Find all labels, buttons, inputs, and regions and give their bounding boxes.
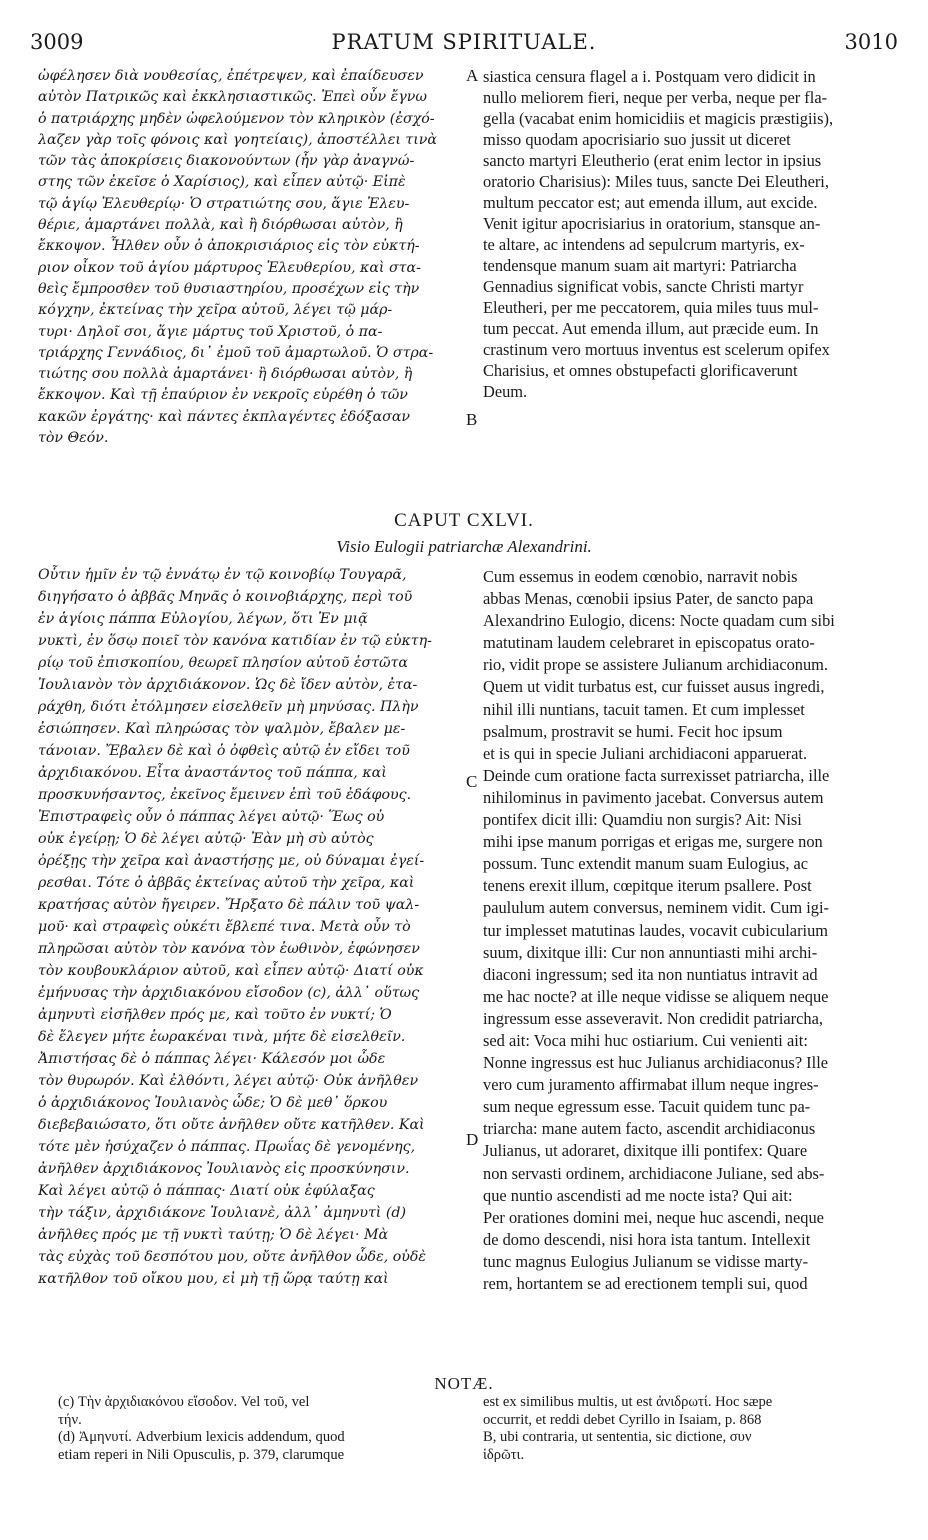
latin-text-line: ingressum esse asseveravit. Non credidit patriarcha, <box>483 1008 823 1028</box>
latin-text-line: nullo meliorem fieri, neque per verba, neque per fla- <box>483 88 828 107</box>
latin-text-line: rio, vidit prope se assistere Julianum archidiaconum. <box>483 655 829 675</box>
latin-text-line: oratorio Charisius): Miles tuus, sancte Dei Eleutheri, <box>483 172 829 191</box>
latin-text-line: mihi ipse manum porrigas et erigas me, surgere non <box>483 832 823 852</box>
greek-text-line: τριάρχης Γεννάδιος, δι᾽ ἐμοῦ τοῦ ἁμαρτωλοῦ. Ὁ στρα- <box>38 344 434 361</box>
latin-text-line: tenens erexit illum, cœpitque iterum psallere. Post <box>483 876 812 896</box>
latin-text-line: nihil illi nuntians, tacuit tamen. Et cum implesset <box>483 699 805 719</box>
greek-text-line: τῷ ἁγίῳ Ἐλευθερίῳ· Ὁ στρατιώτης σου, ἅγιε Ἐλευ- <box>38 195 410 212</box>
greek-text-line: δὲ ἔλεγεν μήτε ἑωρακέναι τινὰ, μήτε δὲ εἰσελθεῖν. <box>38 1029 406 1045</box>
greek-text-line: τότε μὲν ἡσύχαζεν ὁ πάππας. Πρωΐας δὲ γενομένης, <box>38 1139 416 1155</box>
latin-text-line: tum peccat. Aut emenda illum, aut præcide eum. In <box>483 319 819 338</box>
greek-text-line: ρεσθαι. Τότε ὁ ἀββᾶς ἐκτείνας αὐτοῦ τὴν χεῖρα, καὶ <box>38 875 415 891</box>
latin-text-line: multum peccator est; aut emenda illum, aut excide. <box>483 193 818 212</box>
greek-column-lower <box>38 564 468 1290</box>
greek-text-line: διεβεβαιώσατο, ὅτι οὔτε ἀνῆλθεν οὔτε κατῆλθεν. Καὶ <box>38 1117 425 1133</box>
greek-text-line: κατῆλθον τοῦ οἴκου μου, εἰ μὴ τῇ ὥρᾳ ταύτῃ καὶ <box>38 1271 389 1287</box>
greek-text-line: αὐτὸν Πατρικῶς καὶ ἐκκλησιαστικῶς. Ἐπεὶ οὖν ἔγνω <box>38 89 427 106</box>
note-line: occurrit, et reddi debet Cyrillo in Isaiam, p. 868 <box>483 1411 762 1428</box>
greek-text-line: οὐκ ἐγείρῃ; Ὁ δὲ λέγει αὐτῷ· Ἐὰν μὴ σὺ αὐτὸς <box>38 831 374 847</box>
greek-text-line: πληρῶσαι αὐτὸν τὸν κανόνα τὸν ἑωθινὸν, ἐφώνησεν <box>38 941 420 957</box>
greek-text-line: ἔκκοψον. Ἦλθεν οὖν ὁ ἀποκρισιάριος εἰς τὸν εὐκτή- <box>38 238 420 255</box>
greek-text-line: τὸν θυρωρόν. Καὶ ἐλθόντι, λέγει αὐτῷ· Οὐκ ἀνῆλθεν <box>38 1073 419 1089</box>
latin-text-line: tendensque manum suam ait martyri: Patriarcha <box>483 256 797 275</box>
notes-right-column <box>483 1394 898 1464</box>
latin-text-line: tunc magnus Eulogius Julianum se vidisse marty- <box>483 1251 809 1271</box>
notes-left-column <box>58 1394 463 1464</box>
greek-text-line: Ἰουλιανὸν τὸν ἀρχιδιάκονον. Ὡς δὲ ἴδεν αὐτὸν, ἐτα- <box>38 677 418 693</box>
latin-text-line: et is qui in specie Juliani archidiaconi apparuerat. <box>483 743 808 763</box>
greek-text-line: τὸν Θεόν. <box>38 430 109 447</box>
greek-text-line: κόγχην, ἐκτείνας τὴν χεῖρα αὐτοῦ, λέγει τῷ μάρ- <box>38 302 393 319</box>
latin-text-line: non servasti ordinem, archidiacone Juliane, sed abs- <box>483 1163 825 1183</box>
greek-text-line: τιώτης σου πολλὰ ἁμαρτάνει· ἢ διόρθωσαι αὐτὸν, ἢ <box>38 366 413 383</box>
greek-text-line: κακῶν ἐργάτης· καὶ πάντες ἐκπλαγέντες ἐδόξασαν <box>38 408 411 425</box>
greek-text-line: ριον οἶκον τοῦ ἁγίου μάρτυρος Ἐλευθερίου, καὶ στα- <box>38 259 421 276</box>
note-line: τήν. <box>58 1411 82 1428</box>
latin-text-line: tur implesset matutinas laudes, vocavit cubicularium <box>483 920 829 940</box>
greek-text-line: ἐν ἁγίοις πάππα Εὐλογίου, λέγων, ὅτι Ἐν μιᾷ <box>38 611 368 627</box>
greek-text-line: ἀμηνυτὶ εἰσῆλθεν πρός με, καὶ τοῦτο ἐν νυκτί; Ὁ <box>38 1007 392 1023</box>
page-number-right: 3010 <box>844 30 898 54</box>
greek-text-line: μοῦ· καὶ στραφεὶς οὐκέτι ἔβλεπέ τινα. Μετὰ οὖν τὸ <box>38 919 411 935</box>
latin-text-line: Eleutheri, per me peccatorem, quia miles tuus mul- <box>483 298 819 317</box>
greek-text-line: θέριε, ἁμαρτάνει πολλὰ, καὶ ἢ διόρθωσαι αὐτὸν, ἢ <box>38 217 403 234</box>
latin-column-lower <box>483 566 898 1295</box>
chapter-title: CAPUT CXLVI. <box>394 510 534 531</box>
greek-text-line: ὁ πατριάρχης μηδὲν ὠφελούμενον τὸν κληρικὸν (ἐσχό- <box>38 110 435 127</box>
latin-text-line: siastica censura flagel a i. Postquam vero didicit in <box>483 67 816 86</box>
latin-text-line: sum neque egressum esse. Tacuit quidem tunc pa- <box>483 1097 811 1117</box>
greek-text-line: λαζεν γὰρ τοῖς φόνοις καὶ γοητείαις), ἀποστέλλει τινὰ <box>38 131 438 148</box>
greek-text-line: Ἐπιστραφεὶς οὖν ὁ πάππας λέγει αὐτῷ· Ἕως οὐ <box>38 809 385 825</box>
greek-text-line: διηγήσατο ὁ ἀββᾶς Μηνᾶς ὁ κοινοβιάρχης, περὶ τοῦ <box>38 589 413 605</box>
page-number-left: 3009 <box>30 30 84 54</box>
greek-text-line: ὀρέξῃς τὴν χεῖρα καὶ ἀναστήσῃς με, οὐ δύναμαι ἐγεί- <box>38 853 425 869</box>
latin-text-line: Charisius, et omnes obstupefacti glorificaverunt <box>483 361 798 380</box>
latin-text-line: abbas Menas, cœnobii ipsius Pater, de sancto papa <box>483 589 814 609</box>
note-line: (d) Ἀμηνυτί. Adverbium lexicis addendum, quod <box>58 1429 345 1446</box>
note-line: B, ubi contraria, ut sententia, sic dictione, συν <box>483 1429 752 1446</box>
greek-text-line: τυρι· Δηλοῖ σοι, ἅγιε μάρτυς τοῦ Χριστοῦ, ὁ πα- <box>38 323 383 340</box>
note-line: (c) Τὴν ἀρχιδιακόνου εἴσοδον. Vel τοῦ, vel <box>58 1394 310 1410</box>
latin-text-line: paululum autem conversus, neminem vidit. Cum igi- <box>483 898 829 918</box>
latin-text-line: suum, dixitque illi: Cur non annuntiasti mihi archi- <box>483 942 818 962</box>
latin-text-line: crastinum vero mortuus inventus est scelerum opifex <box>483 340 830 359</box>
greek-text-line: κρατήσας αὐτὸν ἤγειρεν. Ἤρξατο δὲ πάλιν τοῦ ψαλ- <box>38 897 420 913</box>
greek-text-line: Οὗτιν ἡμῖν ἐν τῷ ἐννάτῳ ἐν τῷ κοινοβίῳ Τουγαρᾶ, <box>38 567 407 583</box>
latin-text-line: pontifex dicit illi: Quamdiu non surgis? Ait: Nisi <box>483 810 802 830</box>
greek-text-line: ράχθη, διότι ἐτόλμησεν εἰσελθεῖν μὴ μηνύσας. Πλὴν <box>38 699 419 715</box>
latin-text-line: te altare, ac intendens ad sepulcrum martyris, ex- <box>483 235 805 254</box>
chapter-subtitle: Visio Eulogii patriarchæ Alexandrini. <box>336 537 592 556</box>
greek-text-line: ἀρχιδιακόνου. Εἶτα ἀναστάντος τοῦ πάππα, καὶ <box>38 765 387 781</box>
latin-text-line: Deinde cum oratione facta surrexisset patriarcha, ille <box>483 765 830 785</box>
margin-marker-c: C <box>466 772 478 791</box>
greek-text-line: προσκυνήσαντος, ἐκεῖνος ἔμεινεν ἐπὶ τοῦ ἐδάφους. <box>38 787 412 803</box>
latin-text-line: Julianus, ut adoraret, dixitque illi pontifex: Quare <box>483 1141 808 1161</box>
latin-text-line: gella (vacabat enim homicidiis et magicis præstigiis), <box>483 109 834 128</box>
latin-text-line: matutinam laudem celebraret in episcopatus orato- <box>483 633 815 653</box>
margin-marker-b: B <box>466 410 478 429</box>
greek-text-line: τὰς εὐχὰς τοῦ δεσπότου μου, οὔτε ἀνῆλθον ὧδε, οὐδὲ <box>38 1249 427 1265</box>
latin-text-line: me hac nocte? at ille neque vidisse se aliquem neque <box>483 986 829 1006</box>
greek-text-line: τὸν κουβουκλάριον αὐτοῦ, καὶ εἶπεν αὐτῷ· Διατί οὐκ <box>38 963 424 979</box>
greek-column-upper <box>38 66 468 449</box>
notes-heading: NOTÆ. <box>434 1374 494 1393</box>
latin-text-line: Cum essemus in eodem cœnobio, narravit nobis <box>483 567 798 586</box>
latin-text-line: rem, hortantem se ad erectionem templi sui, quod <box>483 1274 808 1293</box>
latin-text-line: Quem ut vidit turbatus est, cur fuisset ausus ingredi, <box>483 677 825 697</box>
running-header <box>30 30 898 58</box>
latin-text-line: Gennadius significat vobis, sancte Christi martyr <box>483 277 804 296</box>
latin-text-line: Venit igitur apocrisiarius in oratorium, stansque an- <box>483 214 821 233</box>
note-line: ἱδρῶτι. <box>483 1446 525 1463</box>
greek-text-line: ἔκκοψον. Καὶ τῇ ἐπαύριον ἐν νεκροῖς εὑρέθη ὁ τῶν <box>38 387 408 404</box>
latin-text-line: de domo descendi, nisi hora ista tantum. Intellexit <box>483 1229 811 1249</box>
latin-text-line: triarcha: mane autem facto, ascendit archidiaconus <box>483 1119 816 1139</box>
greek-text-line: Καὶ λέγει αὐτῷ ὁ πάππας· Διατί οὐκ ἐφύλαξας <box>38 1183 375 1199</box>
latin-text-line: Nonne ingressus est huc Julianus archidiaconus? Ille <box>483 1053 829 1073</box>
latin-text-line: sed ait: Voca mihi huc ostiarium. Cui venienti ait: <box>483 1030 808 1050</box>
latin-text-line: diaconi ingressum; sed ita non nuntiatus intravit ad <box>483 964 818 984</box>
greek-text-line: Ἀπιστήσας δὲ ὁ πάππας λέγει· Κάλεσόν μοι ὧδε <box>38 1051 386 1067</box>
latin-column-upper <box>483 66 898 402</box>
greek-text-line: τὴν τάξιν, ἀρχιδιάκονε Ἰουλιανὲ, ἀλλ᾽ ἀμηνυτὶ (d) <box>38 1205 407 1221</box>
greek-text-line: ἐμήνυσας τὴν ἀρχιδιακόνου εἴσοδον (c), ἀλλ᾽ οὕτως <box>38 985 420 1001</box>
greek-text-line: νυκτὶ, ἐν ὅσῳ ποιεῖ τὸν κανόνα κατιδίαν ἐν τῷ εὐκτη- <box>38 633 432 649</box>
latin-text-line: psalmum, prostravit se humi. Fecit hoc ipsum <box>483 721 783 741</box>
margin-marker-a: A <box>466 66 479 85</box>
greek-text-line: ρίῳ τοῦ ἐπισκοπίου, θεωρεῖ πλησίον αὐτοῦ ἑστῶτα <box>38 655 408 671</box>
latin-text-line: Alexandrino Eulogio, dicens: Nocte quadam cum sibi <box>483 611 835 631</box>
latin-text-line: Deum. <box>483 382 528 401</box>
margin-marker-d: D <box>466 1130 479 1149</box>
latin-text-line: que nuntio ascendisti ad me nocte ista? Qui ait: <box>483 1185 793 1205</box>
greek-text-line: τῶν τὰς ἀποκρίσεις διακονούντων (ἦν γὰρ ἀναγνώ- <box>38 153 415 170</box>
latin-text-line: vero cum juramento affirmabat illum neque ingres- <box>483 1075 819 1095</box>
greek-text-line: ἀνῆλθες πρός με τῇ νυκτὶ ταύτῃ; Ὁ δὲ λέγει· Μὰ <box>38 1227 389 1243</box>
latin-text-line: misso quodam apocrisiario suo jussit ut diceret <box>483 130 791 149</box>
greek-text-line: τάνοιαν. Ἔβαλεν δὲ καὶ ὁ ὀφθεὶς αὐτῷ ἐν εἴδει τοῦ <box>38 743 410 759</box>
latin-text-line: sancto martyri Eleutherio (erat enim lector in ipsius <box>483 151 822 170</box>
running-title: PRATUM SPIRITUALE. <box>331 30 597 54</box>
greek-text-line: ἐσιώπησεν. Καὶ πληρώσας τὸν ψαλμὸν, ἔβαλεν με- <box>38 721 406 737</box>
greek-text-line: ὁ ἀρχιδιάκονος Ἰουλιανὸς ὧδε; Ὁ δὲ μεθ᾽ ὅρκου <box>38 1095 388 1111</box>
greek-text-line: στης τῶν ἐκεῖσε ὁ Χαρίσιος), καὶ εἶπεν αὐτῷ· Εἰπὲ <box>38 174 406 191</box>
greek-text-line: ἀνῆλθεν ἀρχιδιάκονος Ἰουλιανὸς εἰς προσκύνησιν. <box>38 1161 410 1177</box>
latin-text-line: Per orationes domini mei, neque huc ascendi, neque <box>483 1207 824 1227</box>
greek-text-line: ὠφέλησεν διὰ νουθεσίας, ἐπέτρεψεν, καὶ ἐπαίδευσεν <box>38 68 424 84</box>
latin-text-line: possum. Tunc extendit manum suam Eulogius, ac <box>483 854 809 874</box>
note-line: etiam reperi in Nili Opusculis, p. 379, clarumque <box>58 1446 345 1463</box>
greek-text-line: θεὶς ἔμπροσθεν τοῦ θυσιαστηρίου, προσέχων εἰς τὴν <box>38 280 420 297</box>
latin-text-line: nihilominus in pavimento jacebat. Conversus autem <box>483 787 824 807</box>
note-line: est ex similibus multis, ut est ἀνιδρωτί. Hoc sæpe <box>483 1394 773 1410</box>
